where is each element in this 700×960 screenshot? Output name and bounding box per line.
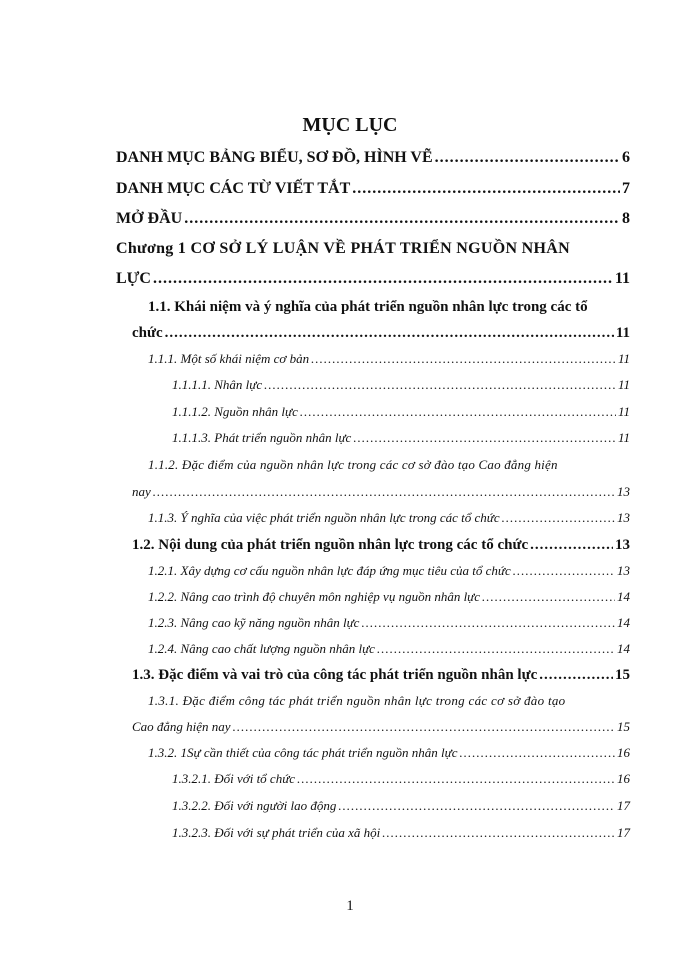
toc-entry: LỰC ..... 11 [116,270,630,288]
toc-entry: 1.3.2.1. Đối với tổ chức ..... 16 [172,771,630,787]
toc-entry: 1.3.2.2. Đối với người lao động ..... 17 [172,798,630,814]
toc-entry: 1.2.4. Nâng cao chất lượng nguồn nhân lực ..... 14 [148,641,630,657]
toc-entry: DANH MỤC CÁC TỪ VIẾT TẮT ..... 7 [116,180,630,198]
toc-entry-line1: 1.3.1. Đặc điểm công tác phát triển nguồn nhân lực trong các cơ sở đào tạo [148,693,566,708]
toc-entry: nay ..... 13 [132,484,630,500]
toc-entry: 1.1.1. Một số khái niệm cơ bản ..... 11 [148,351,630,367]
toc-entry-line1: 1.1. Khái niệm và ý nghĩa của phát triển nguồn nhân lực trong các tổ [148,299,588,315]
toc-entry: 1.2. Nội dung của phát triển nguồn nhân lực trong các tổ chức ..... 13 [132,537,630,554]
toc-entry: MỞ ĐẦU ..... 8 [116,210,630,228]
toc-entry: chức ..... 11 [132,325,630,342]
toc-entry: 1.3. Đặc điểm và vai trò của công tác phát triển nguồn nhân lực ..... 15 [132,667,630,684]
page-number: 1 [346,898,354,914]
toc-title: MỤC LỤC [302,114,398,136]
toc-entry: 1.1.3. Ý nghĩa của việc phát triển nguồn nhân lực trong các tổ chức ..... 13 [148,510,630,526]
toc-entry: 1.3.2. 1Sự cần thiết của công tác phát triển nguồn nhân lực ..... 16 [148,745,630,761]
toc-entry: 1.1.1.1. Nhân lực ..... 11 [172,377,630,393]
toc-entry: 1.1.1.3. Phát triển nguồn nhân lực ..... 11 [172,430,630,446]
toc-entry-line1: Chương 1 CƠ SỞ LÝ LUẬN VỀ PHÁT TRIỂN NGUỒN NHÂN [116,240,570,257]
toc-entry: 1.1.1.2. Nguồn nhân lực ..... 11 [172,404,630,420]
toc-entry: 1.2.1. Xây dựng cơ cấu nguồn nhân lực đáp ứng mục tiêu của tổ chức ..... 13 [148,563,630,579]
toc-entry: 1.2.2. Nâng cao trình độ chuyên môn nghiệp vụ nguồn nhân lực ..... 14 [148,589,630,605]
toc-entry: 1.2.3. Nâng cao kỹ năng nguồn nhân lực ..... 14 [148,615,630,631]
toc-entry: Cao đẳng hiện nay ..... 15 [132,719,630,735]
toc-entry-line1: 1.1.2. Đặc điểm của nguồn nhân lực trong các cơ sở đào tạo Cao đẳng hiện [148,457,558,472]
toc-entry: 1.3.2.3. Đối với sự phát triển của xã hội ..... 17 [172,825,630,841]
toc-entry: DANH MỤC BẢNG BIỂU, SƠ ĐỒ, HÌNH VẼ ..... 6 [116,149,630,167]
